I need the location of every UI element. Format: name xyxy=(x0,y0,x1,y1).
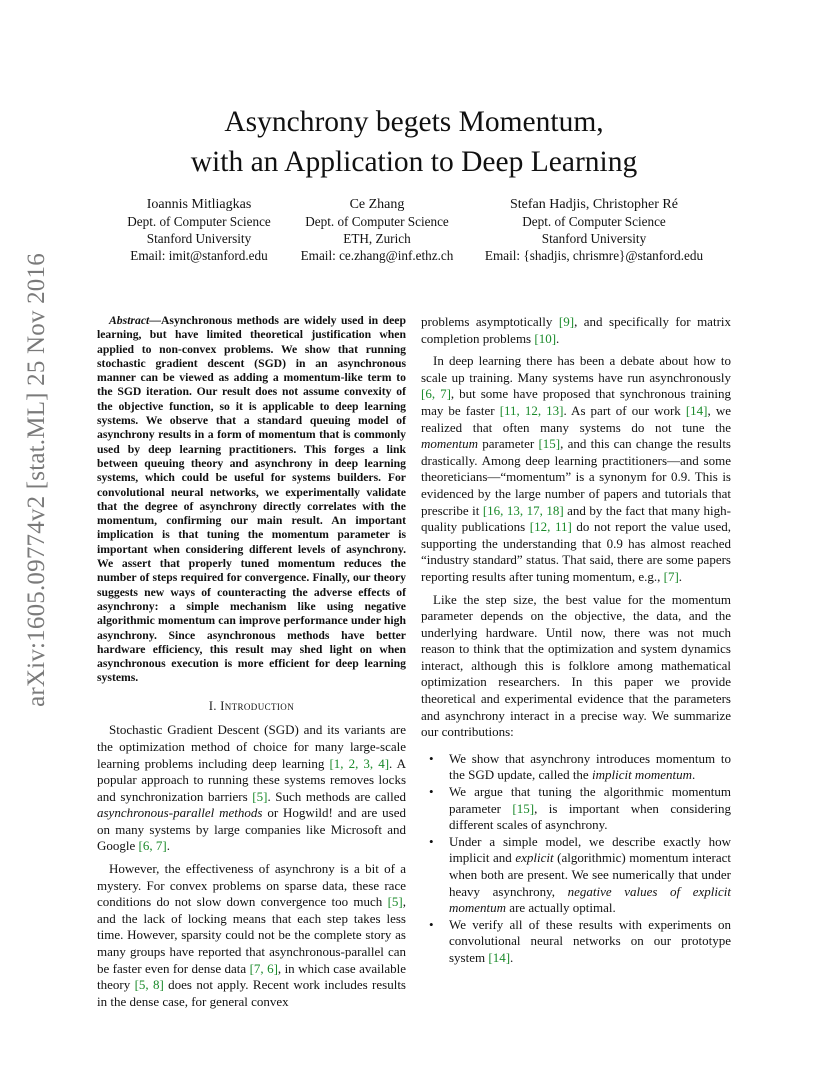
text-run: Stochastic Gradient Descent (SGD) and its variants are the optimization method of choice for many large-scale learning problems including deep learning xyxy=(97,722,406,771)
text-run: , and the lack of locking means that each step takes less time. However, sparsity could not be the complete story as many groups have reported that asynchronous-parallel can be faster even for dense data xyxy=(97,894,406,976)
bullet-icon: • xyxy=(429,750,434,766)
text-run: . Such methods are called xyxy=(267,788,406,804)
author-2 xyxy=(296,196,458,264)
title-line-1: Asynchrony begets Momentum, xyxy=(224,106,604,138)
intro-paragraph-2 xyxy=(97,861,406,1010)
bullet-icon: • xyxy=(429,833,434,849)
text-run: problems asymptotically xyxy=(421,314,559,329)
contributions-list xyxy=(421,751,731,967)
author-dept: Dept. of Computer Science xyxy=(305,214,449,229)
contribution-item xyxy=(429,833,731,917)
text-run: parameter xyxy=(478,436,539,452)
paper-title xyxy=(0,102,828,182)
citation-link[interactable]: [6, 7] xyxy=(421,386,451,402)
citation-link[interactable]: [5, 8] xyxy=(134,977,164,993)
text-run: In deep learning there has been a debate about how to scale up training. Many systems have run asynchronously xyxy=(421,353,731,385)
author-1 xyxy=(118,196,280,264)
citation-link[interactable]: [10] xyxy=(534,330,557,346)
citation-link[interactable]: [16, 13, 17, 18] xyxy=(482,502,564,518)
section-heading-introduction xyxy=(97,698,406,715)
arxiv-margin-identifier xyxy=(12,253,62,707)
text-run: , is important when considering different scales of asynchrony. xyxy=(449,800,732,833)
citation-link[interactable]: [1, 2, 3, 4] xyxy=(329,755,390,771)
arxiv-id-text: arXiv:1605.09774v2 [stat.ML] 25 Nov 2016 xyxy=(23,253,50,707)
intro-paragraph-3 xyxy=(421,353,731,585)
author-3 xyxy=(474,196,714,264)
emphasis-text: asynchronous-parallel methods xyxy=(97,805,263,821)
title-line-2: with an Application to Deep Learning xyxy=(190,146,638,178)
text-run: do not report the value used, supporting the understanding that 0.9 has almost reached “industry standard” status. That said, there are some papers reporting results after tuning momentum, e.g., xyxy=(421,519,731,584)
text-run: Under a simple model, we describe exactly how implicit and xyxy=(449,833,731,866)
text-run: . xyxy=(691,767,696,783)
text-run: , and this can change the results drastically. Among deep learning practitioners—and some theoreticians—“momentum” is a synonym for 0.9. This is evidenced by the large number of papers and tutorials that prescribe it xyxy=(421,436,731,518)
author-institution: Stanford University xyxy=(146,231,252,246)
intro-paragraph-4 xyxy=(421,592,731,741)
citation-link[interactable]: [5] xyxy=(387,894,403,910)
text-run: . xyxy=(166,838,170,854)
citation-link[interactable]: [11, 12, 13] xyxy=(499,402,564,418)
intro-paragraph-continued xyxy=(421,314,731,347)
citation-link[interactable]: [15] xyxy=(538,436,561,452)
text-run: . A popular approach to running these systems removes locks and synchronization barriers xyxy=(97,755,407,804)
citation-link[interactable]: [12, 11] xyxy=(529,519,572,535)
contribution-item xyxy=(429,916,731,967)
author-dept: Dept. of Computer Science xyxy=(522,214,666,229)
text-run: does not apply. Recent work includes results in the dense case, for general convex xyxy=(97,977,406,1009)
author-email: Email: ce.zhang@inf.ethz.ch xyxy=(300,248,454,263)
emphasis-text: momentum xyxy=(421,436,479,452)
citation-link[interactable]: [14] xyxy=(685,402,708,418)
text-run: , we realized that often many systems do not tune the xyxy=(421,402,731,435)
text-run: or Hogwild! and are used on many systems by large companies like Microsoft and Google xyxy=(97,805,406,854)
text-run: . xyxy=(510,949,514,965)
author-email: Email: imit@stanford.edu xyxy=(130,248,268,263)
text-run: and by the fact that many high-quality publications xyxy=(421,502,731,535)
text-run: are actually optimal. xyxy=(506,900,616,916)
emphasis-text: negative values of explicit momentum xyxy=(449,883,731,916)
citation-link[interactable]: [7, 6] xyxy=(249,960,278,976)
text-run: . xyxy=(678,568,683,584)
author-name: Stefan Hadjis, Christopher Ré xyxy=(510,197,678,212)
right-column xyxy=(421,314,731,967)
citation-link[interactable]: [6, 7] xyxy=(138,838,167,854)
text-run: (algorithmic) momentum interact when both are present. We see numerically that under heavy asynchrony, xyxy=(449,850,731,899)
abstract xyxy=(97,314,406,686)
intro-paragraph-1 xyxy=(97,722,406,855)
text-run: , and specifically for matrix completion problems xyxy=(421,314,732,346)
text-run: We argue that tuning the algorithmic momentum parameter xyxy=(449,784,731,816)
emphasis-text: implicit momentum xyxy=(591,767,692,783)
section-number: I. xyxy=(208,698,221,713)
author-name: Ce Zhang xyxy=(349,197,405,212)
citation-link[interactable]: [7] xyxy=(663,568,679,584)
text-run: . As part of our work xyxy=(563,402,686,418)
author-name: Ioannis Mitliagkas xyxy=(146,197,252,212)
contribution-item xyxy=(429,750,731,784)
emphasis-text: explicit xyxy=(515,850,554,866)
citation-link[interactable]: [9] xyxy=(558,314,575,329)
text-run: , but some have proposed that synchronous training may be faster xyxy=(421,386,731,418)
author-email: Email: {shadjis, chrismre}@stanford.edu xyxy=(484,248,704,263)
bullet-icon: • xyxy=(429,784,434,800)
contribution-item xyxy=(429,784,732,834)
left-column xyxy=(97,314,406,1016)
text-run: Like the step size, the best value for the momentum parameter depends on the objective, the data, and the underlying hardware. Until now, there was not much reason to think that the optimization and system dynamics interact, although this is folklore among mathematical optimization researchers. In this paper we provide theoretical and experimental evidence that the parameters and asynchrony interact in a precise way. We summarize our contributions: xyxy=(421,591,731,740)
author-institution: ETH, Zurich xyxy=(343,231,411,246)
text-run: , in which case available theory xyxy=(97,960,406,993)
citation-link[interactable]: [14] xyxy=(488,949,511,965)
author-dept: Dept. of Computer Science xyxy=(127,214,271,229)
abstract-body: —Asynchronous methods are widely used in deep learning, but have limited theoretical justification when applied to non-convex problems. We show that running stochastic gradient descent (SGD) in an asynchronous manner can be viewed as adding a momentum-like term to the SGD iteration. Our result does not assume convexity of the objective function, so it is applicable to deep learning systems. We observe that a standard queuing model of asynchrony results in a form of momentum that is commonly used by deep learning practitioners. This forges a link between queuing theory and asynchrony in deep learning systems, which could be useful for systems builders. For convolutional neural networks, we experimentally validate that the degree of asynchrony directly correlates with the momentum, confirming our main result. An important implication is that tuning the momentum parameter is important when considering different levels of asynchrony. We assert that properly tuned momentum reduces the number of steps required for convergence. Finally, our theory suggests new ways of counteracting the adverse effects of asynchrony: a simple mechanism like using negative algorithmic momentum can improve performance under high asynchrony. Since asynchronous methods have better hardware efficiency, this result may shed light on when asynchronous execution is more efficient for deep learning systems. xyxy=(97,314,406,685)
bullet-icon: • xyxy=(429,916,434,932)
text-run: We show that asynchrony introduces momentum to the SGD update, called the xyxy=(449,750,731,783)
abstract-label: Abstract xyxy=(109,314,150,327)
section-name: Introduction xyxy=(220,698,295,713)
text-run: . xyxy=(556,330,560,346)
citation-link[interactable]: [5] xyxy=(252,788,268,804)
text-run: We verify all of these results with experiments on convolutional neural networks on our prototype system xyxy=(449,916,731,965)
author-institution: Stanford University xyxy=(541,231,647,246)
citation-link[interactable]: [15] xyxy=(512,800,535,816)
text-run: However, the effectiveness of asynchrony is a bit of a mystery. For convex problems on sparse data, these race conditions do not slow down convergence too much xyxy=(97,861,406,910)
